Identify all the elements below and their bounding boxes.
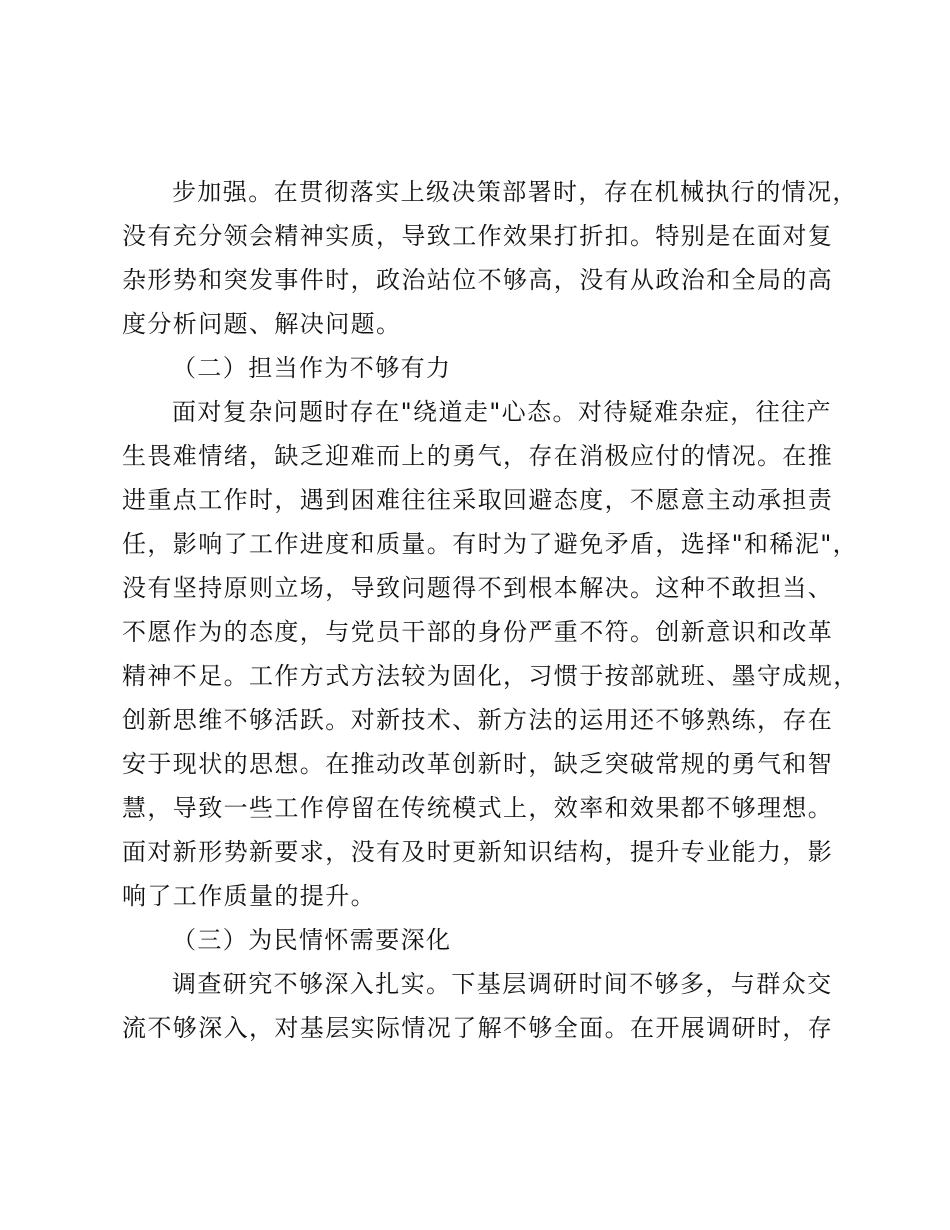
- paragraph-line: 响了工作质量的提升。: [122, 882, 376, 910]
- paragraph-line: 流不够深入，对基层实际情况了解不够全面。在开展调研时，存: [122, 1014, 834, 1042]
- paragraph-line: 面对复杂问题时存在"绕道走"心态。对待疑难杂症，往往产: [172, 398, 832, 426]
- paragraph-line: 创新思维不够活跃。对新技术、新方法的运用还不够熟练，存在: [122, 706, 834, 734]
- paragraph-line: 步加强。在贯彻落实上级决策部署时，存在机械执行的情况，: [172, 178, 858, 206]
- paragraph-line: 度分析问题、解决问题。: [122, 310, 402, 338]
- paragraph-line: 生畏难情绪，缺乏迎难而上的勇气，存在消极应付的情况。在推: [122, 442, 834, 470]
- paragraph-line: 精神不足。工作方式方法较为固化，习惯于按部就班、墨守成规，: [122, 662, 859, 690]
- paragraph-line: 面对新形势新要求，没有及时更新知识结构，提升专业能力，影: [122, 838, 834, 866]
- paragraph-line: 没有充分领会精神实质，导致工作效果打折扣。特别是在面对复: [122, 222, 834, 250]
- section-heading-3: （三）为民情怀需要深化: [172, 926, 452, 954]
- paragraph-line: 慧，导致一些工作停留在传统模式上，效率和效果都不够理想。: [122, 794, 834, 822]
- paragraph-line: 杂形势和突发事件时，政治站位不够高，没有从政治和全局的高: [122, 266, 834, 294]
- paragraph-line: 不愿作为的态度，与党员干部的身份严重不符。创新意识和改革: [122, 618, 834, 646]
- paragraph-line: 进重点工作时，遇到困难往往采取回避态度，不愿意主动承担责: [122, 486, 834, 514]
- section-heading-2: （二）担当作为不够有力: [172, 354, 452, 382]
- paragraph-line: 调查研究不够深入扎实。下基层调研时间不够多，与群众交: [172, 970, 833, 998]
- paragraph-line: 任，影响了工作进度和质量。有时为了避免矛盾，选择"和稀泥"，: [122, 530, 859, 558]
- document-body: [122, 170, 862, 1050]
- paragraph-line: 没有坚持原则立场，导致问题得不到根本解决。这种不敢担当、: [122, 574, 834, 602]
- paragraph-line: 安于现状的思想。在推动改革创新时，缺乏突破常规的勇气和智: [122, 750, 834, 778]
